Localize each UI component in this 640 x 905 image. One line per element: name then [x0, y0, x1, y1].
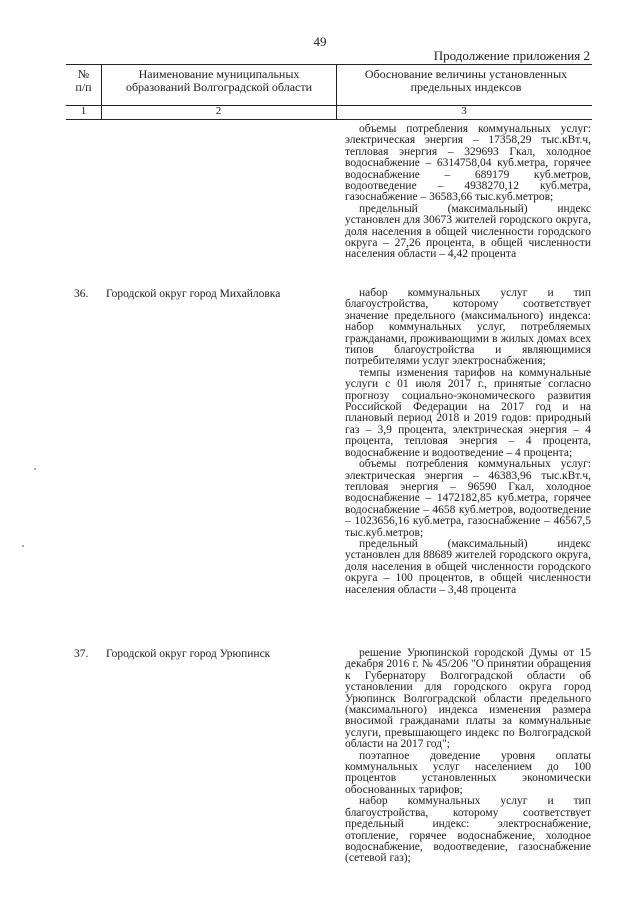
cont-justification: [345, 124, 591, 261]
paragraph: поэтапное доведение уровня оплаты коммунальных услуг населением до 100 процентов установленных экономически обоснованных тарифов;: [345, 749, 591, 796]
column-number: 1: [80, 105, 87, 117]
paragraph: объемы потребления коммунальных услуг: электрическая энергия – 17358,29 тыс.кВт.ч, тепловая энергия – 329693 Гкал, холодное водоснабжение – 6314758,04 куб.метра, горячее водоснабжение – 689179 куб.метров, водоотведение – 4938270,12 куб.метра, газоснабжение – 36583,66 тыс.куб.метров;: [345, 123, 591, 204]
paragraph: решение Урюпинской городской Думы от 15 декабря 2016 г. № 45/206 "О принятии обращения к Губернатору Волгоградской области об установлении для городского округа город Урюпинск Волгоградской области предельного (максимального) индекса изменения размера вносимой гражданами платы за коммунальные услуги, превышающего индекс по Волгоградской области на 2017 год";: [345, 647, 591, 751]
paragraph: предельный (максимальный) индекс установлен для 88689 жителей городского округа, доля населения в общей численности городского округа – 100 процентов, в общей численности населения области – 3,48 процента: [345, 537, 591, 596]
header-justification: Обоснование величины установленных предельных индексов: [364, 67, 568, 94]
continuation-label: Продолжение приложения 2: [433, 48, 590, 63]
row-number: 37.: [74, 648, 89, 660]
municipality-name: Городской округ город Урюпинск: [106, 648, 271, 660]
scan-speck: [34, 468, 36, 470]
paragraph: объемы потребления коммунальных услуг: электрическая энергия – 46383,96 тыс.кВт.ч, тепловая энергия – 96590 Гкал, холодное водоснабжение – 1472182,85 куб.метра, горячее водоснабжение – 4658 куб.метров, водоотведение – 1023656,16 куб.метра, газоснабжение – 46567,5 тыс.куб.метров;: [345, 458, 591, 539]
row37-justification: [345, 648, 591, 865]
municipality-name: Городской округ город Михайловка: [106, 288, 281, 300]
column-number: 3: [461, 105, 467, 117]
row-number: 36.: [74, 288, 89, 300]
column-number-row: [66, 104, 592, 120]
header-municipality: Наименование муниципальных образований Волгоградской области: [125, 67, 313, 94]
paragraph: набор коммунальных услуг и тип благоустройства, которому соответствует предельный индекс: электроснабжение, отопление, горячее водоснабжение, холодное водоснабжение, водоотведение, газоснабжение (сетевой газ);: [345, 795, 591, 865]
paragraph: темпы изменения тарифов на коммунальные услуги с 01 июля 2017 г., принятые согласно прогнозу социально-экономического развития Российской Федерации на 2017 год и на плановый период 2018 и 2019 годов: природный газ – 3,9 процента, электрическая энергия – 4 процента, тепловая энергия – 4 процента, водоснабжение и водоотведение – 4 процента;: [345, 366, 591, 459]
column-number: 2: [215, 105, 222, 117]
paragraph: предельный (максимальный) индекс установлен для 30673 жителей городского округа, доля населения в общей численности городского округа – 27,26 процента, в общей численности населения области – 4,42 процента: [345, 202, 591, 261]
paragraph: набор коммунальных услуг и тип благоустройства, которому соответствует значение предельного (максимального) индекса: набор коммунальных услуг, потребляемых гражданами, проживающими в жилых домах всех типов благоустройства и являющимися потребителями услуг электроснабжения;: [345, 287, 591, 368]
page-number: 49: [313, 34, 327, 49]
scan-speck: [22, 545, 24, 547]
header-number: № п/п: [75, 67, 92, 94]
row36-justification: [345, 288, 591, 596]
